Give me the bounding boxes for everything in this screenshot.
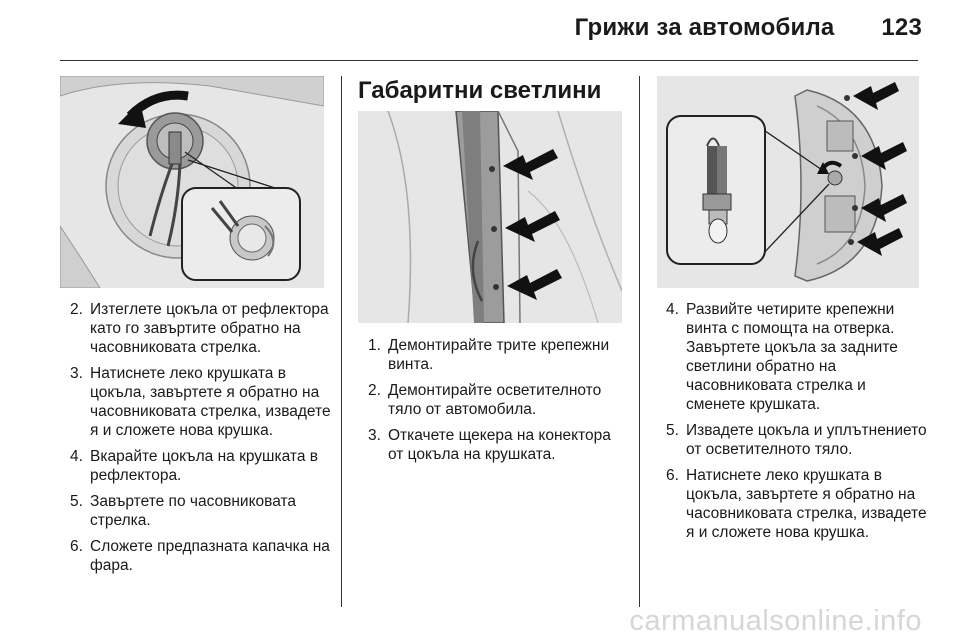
- step-number: 1.: [368, 337, 381, 354]
- step-text: Натиснете леко крушката в цокъла, завъртете я обратно на часовниковата стрелка, извадете я и сложете нова крушка.: [90, 365, 331, 439]
- right-instructions: [666, 300, 928, 549]
- section-title: Грижи за автомобила: [574, 14, 835, 41]
- column-divider-right: [639, 76, 640, 607]
- header-rule: [60, 60, 918, 61]
- list-item: [70, 447, 332, 485]
- step-number: 6.: [70, 538, 83, 555]
- step-text: Сложете предпазната капачка на фара.: [90, 538, 330, 574]
- step-number: 4.: [70, 448, 83, 465]
- step-text: Вкарайте цокъла на крушката в рефлектора.: [90, 448, 318, 484]
- page-header: [575, 14, 922, 42]
- step-text: Демонтирайте трите крепежни винта.: [388, 337, 610, 373]
- step-text: Демонтирайте осветителното тяло от автомобила.: [388, 382, 602, 418]
- list-item: [70, 492, 332, 530]
- watermark: carmanualsonline.info: [629, 605, 922, 637]
- list-item: [70, 300, 332, 357]
- step-number: 4.: [666, 301, 679, 318]
- figure-tail-light-housing: [657, 76, 919, 288]
- list-item: [666, 421, 928, 459]
- step-number: 5.: [666, 422, 679, 439]
- list-item: [70, 364, 332, 440]
- middle-instructions: [368, 336, 630, 471]
- page-number: 123: [881, 14, 922, 41]
- list-item: [666, 300, 928, 414]
- list-item: [666, 466, 928, 542]
- column-divider-left: [341, 76, 342, 607]
- step-text: Откачете щекера на конектора от цокъла на крушката.: [388, 427, 611, 463]
- section-heading: Габаритни светлини: [358, 77, 602, 104]
- step-number: 3.: [368, 427, 381, 444]
- step-number: 5.: [70, 493, 83, 510]
- figure-tail-light-screws: [358, 111, 622, 323]
- step-number: 6.: [666, 467, 679, 484]
- step-number: 2.: [70, 301, 83, 318]
- step-text: Завъртете по часовниковата стрелка.: [90, 493, 297, 529]
- list-item: [368, 336, 630, 374]
- step-text: Развийте четирите крепежни винта с помощта на отверка. Завъртете цокъла за задните светлини обратно на часовниковата стрелка и сменете крушката.: [686, 301, 898, 413]
- list-item: [368, 381, 630, 419]
- step-number: 3.: [70, 365, 83, 382]
- step-text: Извадете цокъла и уплътнението от осветителното тяло.: [686, 422, 927, 458]
- step-text: Натиснете леко крушката в цокъла, завъртете я обратно на часовниковата стрелка, извадете я и сложете нова крушка.: [686, 467, 927, 541]
- list-item: [368, 426, 630, 464]
- step-text: Изтеглете цокъла от рефлектора като го завъртите обратно на часовниковата стрелка.: [90, 301, 329, 356]
- left-instructions: [70, 300, 332, 582]
- figure-headlamp-socket: [60, 76, 324, 288]
- step-number: 2.: [368, 382, 381, 399]
- list-item: [70, 537, 332, 575]
